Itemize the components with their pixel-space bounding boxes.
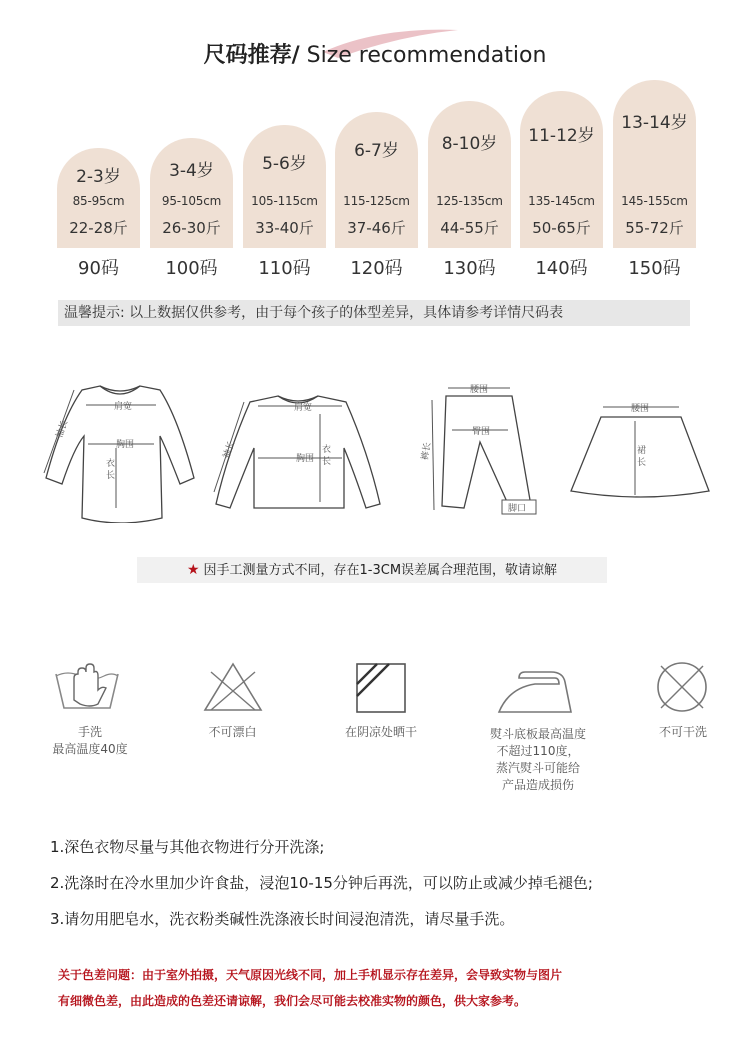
size-age: 8-10岁 — [441, 134, 498, 154]
measurement-note — [137, 557, 607, 583]
label-leg-opening: 脚口 — [508, 504, 527, 514]
no-dry-clean-icon — [655, 660, 709, 714]
wash-instruction-3: 3.请勿用肥皂水，洗衣粉类碱性洗涤液长时间浸泡清洗，请尽量手洗。 — [50, 910, 515, 928]
care-label-no-dry-clean: 不可干洗 — [658, 725, 707, 739]
size-tab-90 — [57, 148, 140, 248]
dress-measurement-diagram — [38, 378, 203, 523]
svg-text:长: 长 — [106, 471, 116, 481]
size-tab-150 — [613, 80, 696, 248]
svg-text:长: 长 — [322, 457, 332, 467]
color-notice-line-2: 有细微色差，由此造成的色差还请谅解，我们会尽可能去校准实物的颜色，供大家参考。 — [58, 994, 527, 1008]
label-hip: 臀围 — [472, 427, 491, 437]
size-age: 5-6岁 — [262, 154, 307, 174]
size-height: 145-155cm — [621, 194, 688, 208]
size-weight: 44-55斤 — [440, 219, 499, 237]
label-waist: 腰围 — [470, 385, 489, 395]
size-weight: 50-65斤 — [532, 219, 591, 237]
size-age: 13-14岁 — [621, 113, 688, 133]
sweater-measurement-diagram — [208, 392, 388, 517]
label-chest: 胸围 — [296, 454, 315, 464]
title-chinese: 尺码推荐/ — [203, 43, 300, 68]
size-tab-140 — [520, 91, 603, 248]
label-length: 衣 — [106, 459, 116, 469]
label-shoulder: 肩宽 — [114, 402, 133, 412]
size-height: 95-105cm — [161, 194, 222, 208]
iron-icon — [495, 666, 575, 716]
size-age: 11-12岁 — [528, 126, 595, 146]
label-length: 衣 — [322, 445, 332, 455]
measurement-note-text: 因手工测量方式不同，存在1-3CM误差属合理范围，敬请谅解 — [203, 563, 558, 578]
hand-wash-icon — [52, 660, 122, 712]
size-code: 150码 — [628, 258, 681, 279]
size-height: 125-135cm — [436, 194, 503, 208]
size-age: 6-7岁 — [354, 141, 399, 161]
svg-text:长: 长 — [637, 458, 647, 468]
size-tab-120 — [335, 112, 418, 248]
label-sleeve: 袖长 — [54, 419, 71, 440]
no-bleach-icon — [203, 662, 263, 712]
skirt-outline — [571, 417, 709, 497]
size-code: 90码 — [78, 258, 119, 279]
care-label-no-bleach: 不可漂白 — [208, 725, 257, 739]
size-height: 105-115cm — [251, 194, 318, 208]
label-sleeve: 袖长 — [221, 439, 238, 461]
size-weight: 37-46斤 — [347, 219, 406, 237]
size-code: 120码 — [350, 258, 403, 279]
size-weight: 33-40斤 — [255, 219, 314, 237]
size-age: 2-3岁 — [76, 167, 121, 187]
label-chest: 胸围 — [116, 440, 135, 450]
size-code: 140码 — [535, 258, 588, 279]
size-age: 3-4岁 — [169, 161, 214, 181]
size-code: 130码 — [443, 258, 496, 279]
care-label-hand-wash: 手洗 最高温度40度 — [52, 725, 128, 756]
page-title — [0, 38, 750, 69]
care-label-shade-dry: 在阴凉处晒干 — [344, 725, 417, 739]
label-waist: 腰围 — [631, 404, 650, 414]
pants-measurement-diagram — [412, 380, 552, 520]
size-tab-100 — [150, 138, 233, 248]
size-tab-130 — [428, 101, 511, 248]
size-height: 115-125cm — [343, 194, 410, 208]
wash-instruction-2: 2.洗涤时在冷水里加少许食盐，浸泡10-15分钟后再洗，可以防止或减少掉毛褪色; — [50, 874, 593, 892]
size-weight: 22-28斤 — [69, 219, 128, 237]
size-code: 110码 — [258, 258, 311, 279]
care-label-iron: 熨斗底板最高温度 不超过110度， 蒸汽熨斗可能给 产品造成损伤 — [489, 727, 586, 792]
size-weight: 26-30斤 — [162, 219, 221, 237]
size-weight: 55-72斤 — [625, 219, 684, 237]
color-notice-line-1: 关于色差问题：由于室外拍摄，天气原因光线不同，加上手机显示存在差异，会导致实物与图片 — [58, 968, 563, 982]
skirt-measurement-diagram — [565, 395, 715, 505]
label-pants-length: 裤长 — [420, 441, 434, 462]
pants-outline — [442, 396, 530, 508]
size-height: 135-145cm — [528, 194, 595, 208]
label-skirt-length: 裙 — [637, 446, 647, 456]
title-english: Size recommendation — [299, 43, 547, 68]
size-code: 100码 — [165, 258, 218, 279]
tip-bar: 温馨提示: 以上数据仅供参考，由于每个孩子的体型差异，具体请参考详情尺码表 — [58, 300, 690, 326]
label-shoulder: 肩宽 — [294, 403, 313, 413]
wash-instruction-1: 1.深色衣物尽量与其他衣物进行分开洗涤; — [50, 838, 325, 856]
shade-dry-icon — [355, 662, 407, 714]
size-tab-110 — [243, 125, 326, 248]
size-height: 85-95cm — [72, 194, 125, 208]
star-icon: ★ — [186, 562, 200, 578]
